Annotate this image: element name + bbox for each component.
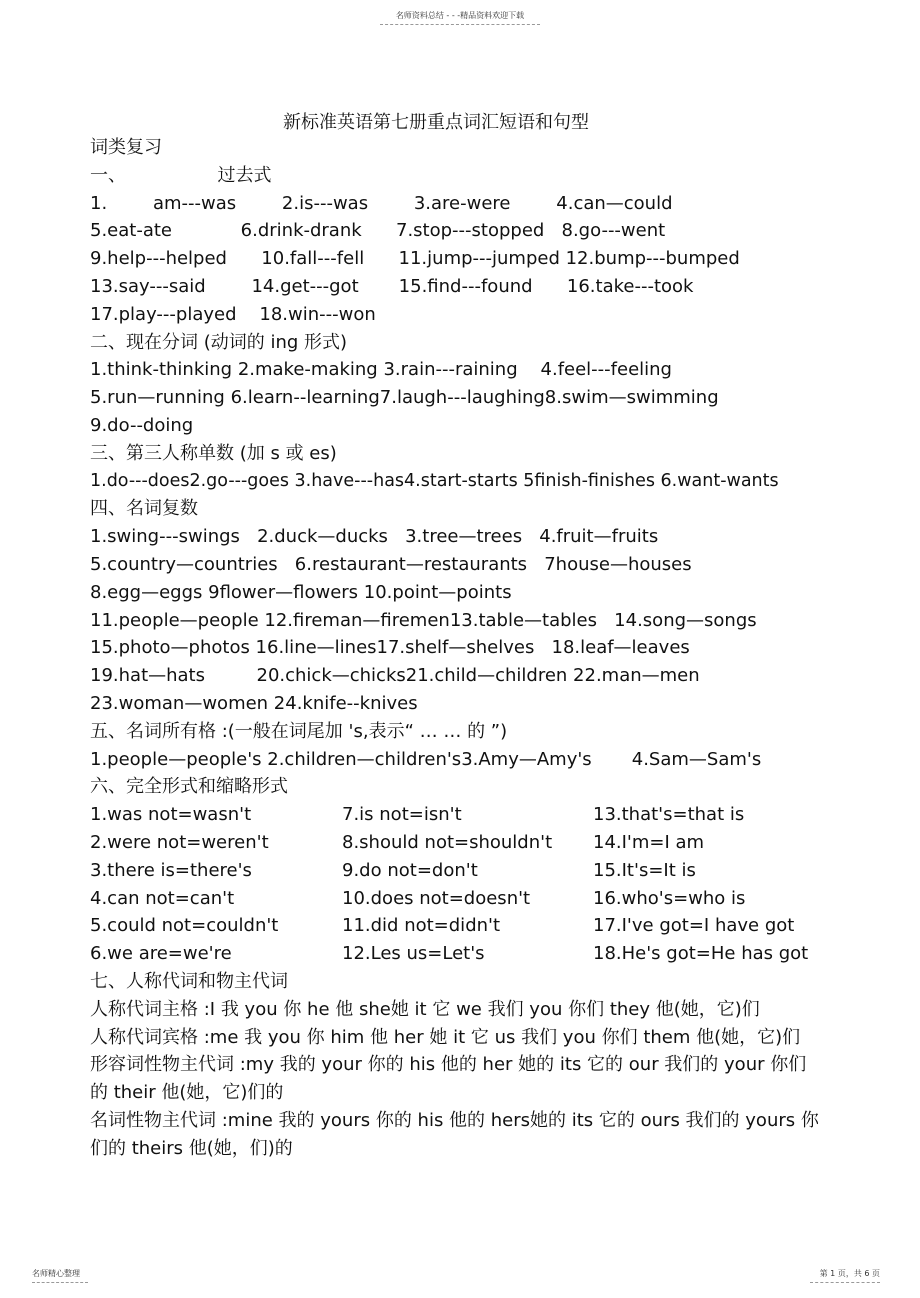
contraction-cell: 16.who's=who is [593,887,746,909]
contraction-cell: 9.do not=don't [342,859,478,881]
text-line: 1.do---does2.go---goes 3.have---has4.start-starts 5finish-finishes 6.want-wants [90,470,779,491]
text-line: 5.country—countries 6.restaurant—restaurants 7house—houses [90,553,692,575]
section-heading: 六、完全形式和缩略形式 [90,776,288,798]
text-line: 5.eat-ate 6.drink-drank 7.stop---stopped 8.go---went [90,220,666,242]
contraction-cell: 18.He's got=He has got [593,943,809,965]
contraction-cell: 8.should not=shouldn't [342,831,553,853]
contraction-cell: 12.Les us=Let's [342,943,485,965]
section-heading: 三、第三人称单数 (加 s 或 es) [90,442,337,464]
header-divider [380,24,540,25]
section-heading: 一、 过去式 [90,164,272,186]
contraction-row [90,801,820,829]
contraction-cell: 17.I've got=I have got [593,915,795,937]
section-heading: 二、现在分词 (动词的 ing 形式) [90,331,348,353]
text-line: 1.think-thinking 2.make-making 3.rain---raining 4.feel---feeling [90,359,672,381]
contraction-cell: 5.could not=couldn't [90,915,279,937]
text-line: 9.help---helped 10.fall---fell 11.jump---jumped 12.bump---bumped [90,248,740,270]
contraction-cell: 14.I'm=I am [593,831,705,853]
text-line: 17.play---played 18.win---won [90,303,376,325]
contraction-row [90,912,820,940]
text-line: 1.swing---swings 2.duck—ducks 3.tree—trees 4.fruit—fruits [90,526,659,548]
section-heading: 五、名词所有格 :(一般在词尾加 's,表示“ … … 的 ”) [90,720,508,742]
page-header: 名师资料总结 - - -精品资料欢迎下载 [395,11,525,20]
contraction-cell: 2.were not=weren't [90,831,269,853]
text-line: 13.say---said 14.get---got 15.find---found 16.take---took [90,275,694,297]
text-line: 1. am---was 2.is---was 3.are-were 4.can—could [90,192,673,214]
contraction-cell: 13.that's=that is [593,804,745,826]
contraction-cell: 7.is not=isn't [342,804,462,826]
text-line: 19.hat—hats 20.chick—chicks21.child—children 22.man—men [90,665,700,687]
page-number: 第 1 页，共 6 页 [819,1269,880,1278]
contraction-row [90,940,820,968]
contraction-row [90,857,820,885]
contraction-cell: 10.does not=doesn't [342,887,531,909]
contraction-cell: 4.can not=can't [90,887,235,909]
contraction-cell: 11.did not=didn't [342,915,501,937]
footer-note: 名师精心整理 [32,1269,80,1278]
section-heading: 七、人称代词和物主代词 [90,970,288,992]
pronoun-object: 人称代词宾格 :me 我 you 你 him 他 her 她 it 它 us 我们 you 你们 them 他(她，它)们 [90,1026,801,1048]
contraction-row [90,829,820,857]
pronoun-noun-possessive: 名词性物主代词 :mine 我的 yours 你的 his 他的 hers她的 its 它的 ours 我们的 yours 你们的 theirs 他(她，们)的 [90,1109,819,1159]
text-line: 15.photo—photos 16.line—lines17.shelf—shelves 18.leaf—leaves [90,637,690,659]
section-heading: 词类复习 [90,137,162,158]
text-line: 23.woman—women 24.knife--knives [90,692,418,714]
text-line: 8.egg—eggs 9flower—flowers 10.point—points [90,581,512,603]
contraction-cell: 15.It's=It is [593,859,696,881]
contraction-row [90,885,820,913]
contraction-cell: 3.there is=there's [90,859,252,881]
contraction-cell: 1.was not=wasn't [90,804,252,826]
footer-divider [32,1282,88,1283]
text-line: 9.do--doing [90,414,194,436]
section-heading: 四、名词复数 [90,498,198,520]
text-line: 11.people—people 12.fireman—firemen13.table—tables 14.song—songs [90,609,757,631]
contraction-cell: 6.we are=we're [90,943,232,965]
document-title: 新标准英语第七册重点词汇短语和句型 [283,112,589,133]
pronoun-adjective-possessive: 形容词性物主代词 :my 我的 your 你的 his 他的 her 她的 its 它的 our 我们的 your 你们的 their 他(她，它)们的 [90,1054,807,1104]
pronoun-subject: 人称代词主格 :I 我 you 你 he 他 she她 it 它 we 我们 you 你们 they 他(她，它)们 [90,998,760,1020]
document-body [90,134,820,1162]
text-line: 1.people—people's 2.children—children's3.Amy—Amy's 4.Sam—Sam's [90,748,762,770]
text-line: 5.run—running 6.learn--learning7.laugh---laughing8.swim—swimming [90,387,719,409]
footer-divider [810,1282,880,1283]
